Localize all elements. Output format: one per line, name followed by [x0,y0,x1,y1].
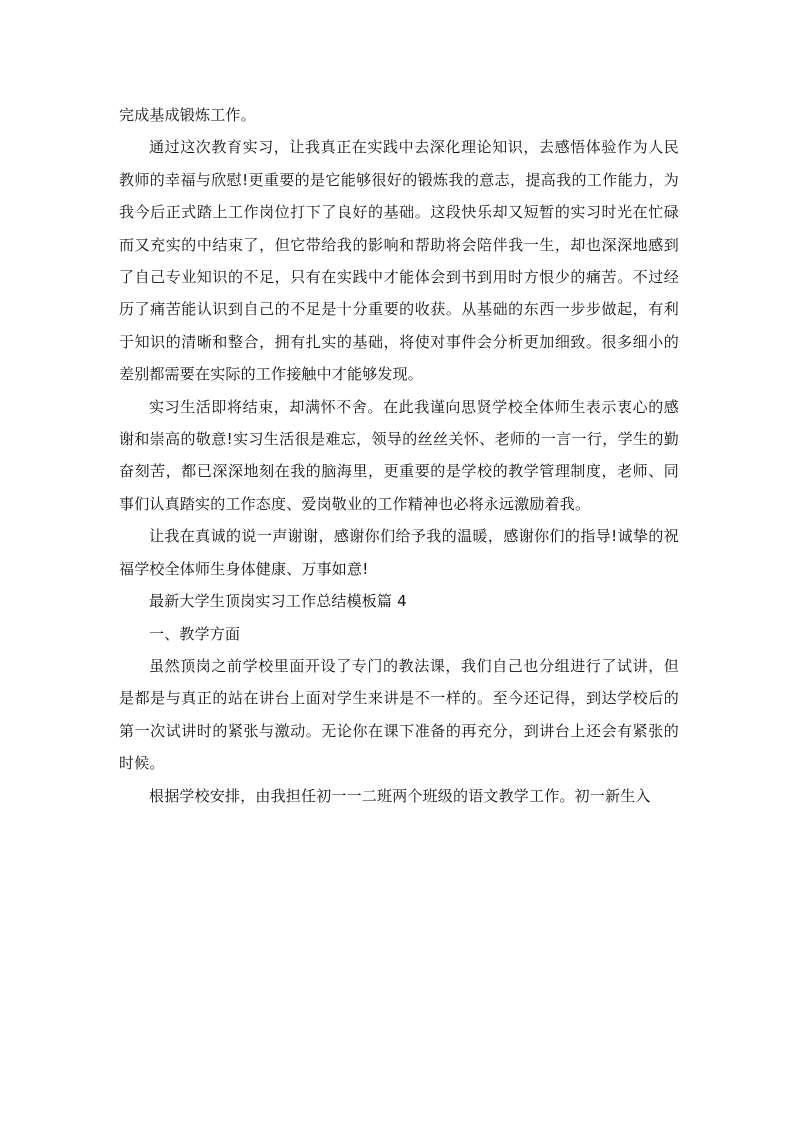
section-title: 最新大学生顶岗实习工作总结模板篇 4 [149,592,407,611]
paragraph-education-internship: 通过这次教育实习，让我真正在实践中去深化理论知识，去感悟体验作为人民教师的幸福与欣慰!更重要的是它能够很好的锻炼我的意志，提高我的工作能力，为我今后正式踏上工作岗位打下了良好的基础。这段快乐却又短暂的实习时光在忙碌而又充实的中结束了，但它带给我的影响和帮助将会陪伴我一生，却也深深地感到了自己专业知识的不足，只有在实践中才能体会到书到用时方恨少的痛苦。不过经历了痛苦能认识到自己的不足是十分重要的收获。从基础的东西一步步做起，有利于知识的清晰和整合，拥有扎实的基础，将使对事件会分析更加细致。很多细小的差别都需要在实际的工作接触中才能够发现。 [119,138,679,384]
paragraph-continuation: 完成基成锻炼工作。 [119,106,256,124]
paragraph-trial-lecture: 虽然顶岗之前学校里面开设了专门的教法课，我们自己也分组进行了试讲，但是都是与真正的站在讲台上面对学生来讲是不一样的。至今还记得，到达学校后的第一次试讲时的紧张与激动。无论你在课下准备的再充分，到讲台上还会有紧张的时候。 [119,656,679,773]
paragraph-class-assignment: 根据学校安排，由我担任初一一二班两个班级的语文教学工作。初一新生入 [149,786,651,805]
paragraph-thanks: 让我在真诚的说一声谢谢，感谢你们给予我的温暖，感谢你们的指导!诚挚的祝福学校全体师生身体健康、万事如意! [119,527,679,578]
document-body [119,99,679,812]
paragraph-gratitude: 实习生活即将结束，却满怀不舍。在此我谨向思贤学校全体师生表示衷心的感谢和崇高的敬意!实习生活很是难忘，领导的丝丝关怀、老师的一言一行，学生的勤奋刻苦，都已深深地刻在我的脑海里，更重要的是学校的教学管理制度，老师、同事们认真踏实的工作态度、爱岗敬业的工作精神也必将永远激励着我。 [119,397,679,513]
section-heading-teaching: 一、教学方面 [149,624,241,643]
